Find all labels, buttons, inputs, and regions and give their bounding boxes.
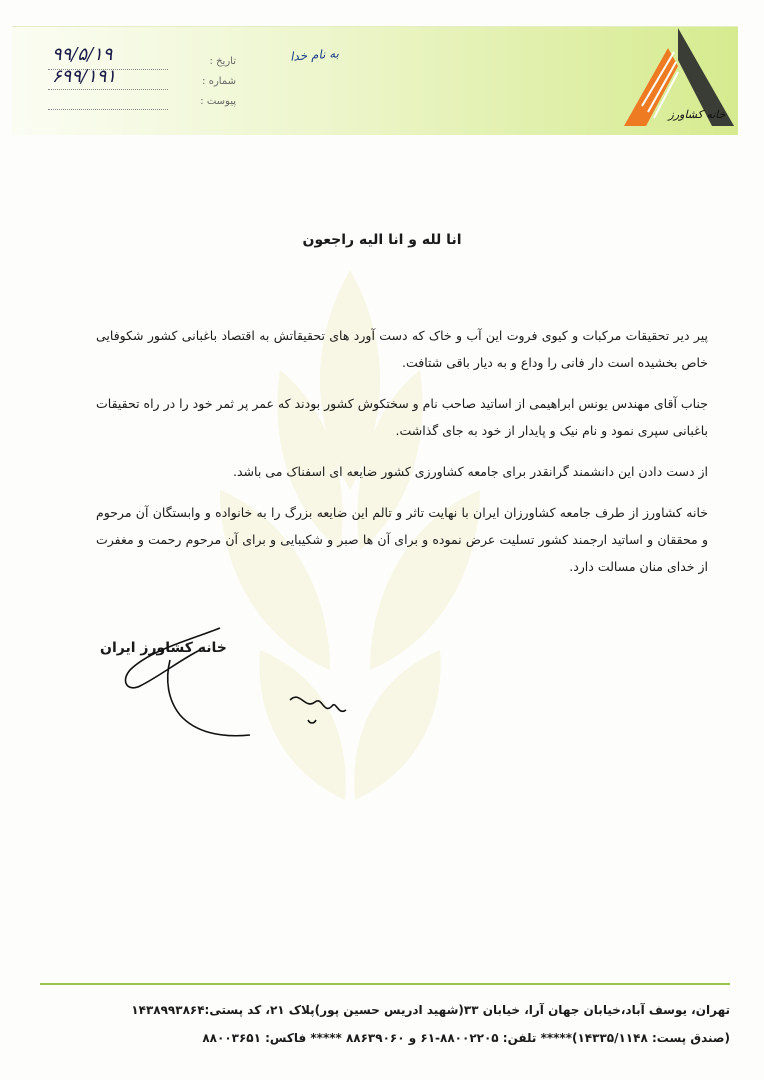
date-label: تاریخ : <box>209 56 236 67</box>
number-label: شماره : <box>202 76 236 87</box>
footer-divider <box>40 983 730 985</box>
letter-meta <box>20 44 236 112</box>
letter-title: انا لله و انا الیه راجعون <box>302 232 462 248</box>
date-value: ۹۹/۵/۱۹ <box>52 44 113 65</box>
paragraph: خانه کشاورز از طرف جامعه کشاورزان ایران با نهایت تاثر و تالم این ضایعه بزرگ را به خانواده و وابستگان آن مرحوم و محققان و اساتید ارجمند کشور تسلیت عرض نموده و برای آن ها صبر و شکیبایی و برای آن مرحوم رحمت و مغفرت از خدای منان مسالت دارد. <box>96 505 708 574</box>
number-dots <box>48 88 168 90</box>
number-value: ۶۹۹/۱۹۱ <box>52 66 117 87</box>
letterhead-footer <box>90 996 730 1052</box>
handwritten-signature <box>110 620 370 740</box>
paragraph: پیر دیر تحقیقات مرکبات و کیوی فروت این آب و خاک که دست آورد های تحقیقاتش به اقتصاد باغبانی کشور شکوفایی خاص بخشیده است دار فانی را وداع و به دیار باقی شتافت. <box>96 328 708 370</box>
attachment-dots <box>48 108 168 110</box>
attachment-label: پیوست : <box>200 96 236 107</box>
paragraph: جناب آقای مهندس یونس ابراهیمی از اساتید صاحب نام و سختکوش کشور بودند که عمر پر ثمر خود را در راه تحقیقات باغبانی سپری نمود و نام نیک و پایدار از خود به جای گذاشت. <box>96 396 708 438</box>
logo-text: خانه کشاورز <box>668 108 726 121</box>
signer-name: خانه کشاورز ایران <box>100 640 227 656</box>
handwritten-annotation: به نام خدا <box>289 46 340 64</box>
footer-address: تهران، یوسف آباد،خیابان جهان آرا، خیابان ۳۳(شهید ادریس حسین پور)پلاک ۲۱، کد پستی:۱۴۳۸۹۹۳۸۶۴ <box>131 1003 730 1017</box>
paragraph: از دست دادن این دانشمند گرانقدر برای جامعه کشاورزی کشور ضایعه ای اسفناک می باشد. <box>233 464 708 479</box>
footer-contact: (صندق پست: ۱۴۳۳۵/۱۱۴۸)***** تلفن: ۸۸۰۰۲۲۰۵-۶۱ و ۸۸۶۳۹۰۶۰ ***** فاکس: ۸۸۰۰۳۶۵۱ <box>202 1031 730 1045</box>
letter-body <box>96 322 708 594</box>
